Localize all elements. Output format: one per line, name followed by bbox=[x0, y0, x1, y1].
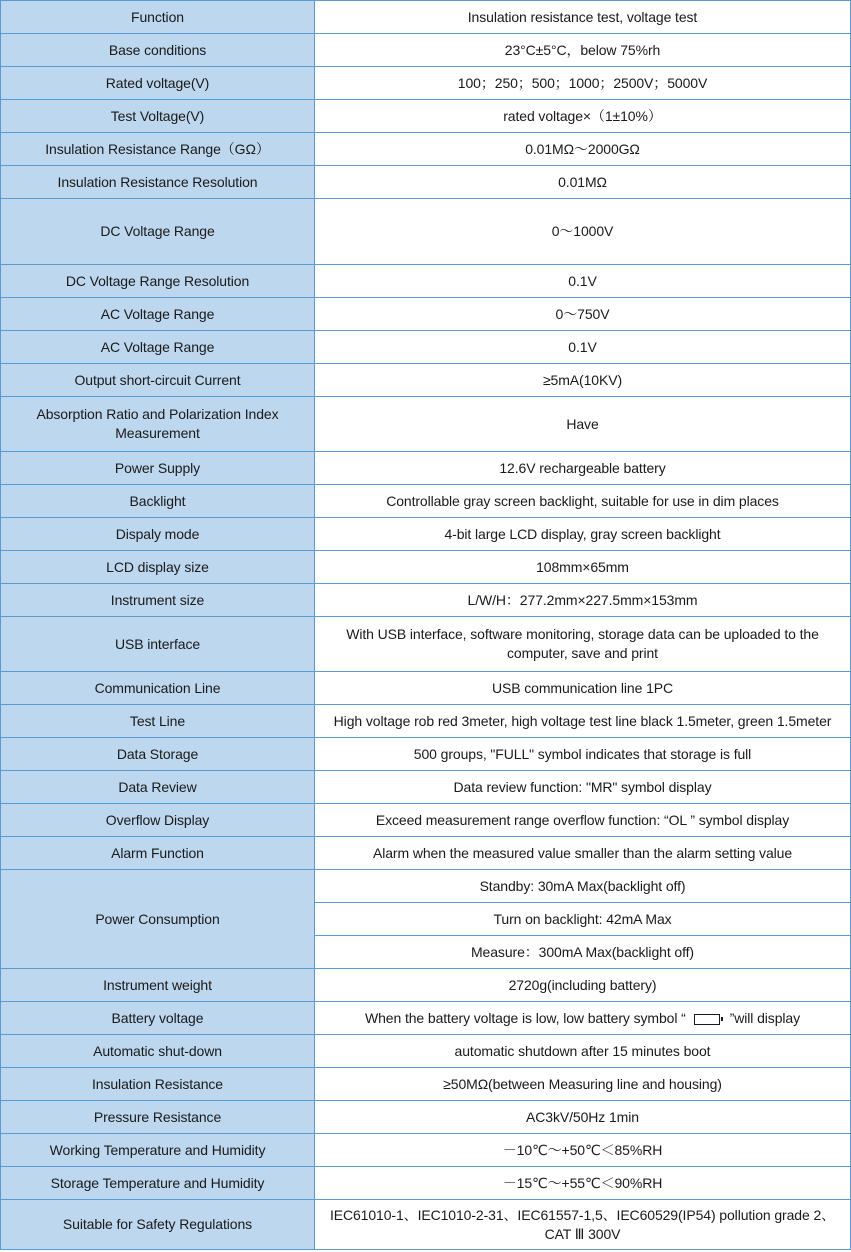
spec-value: Standby: 30mA Max(backlight off) bbox=[315, 870, 851, 903]
spec-value: 0.01MΩ bbox=[315, 166, 851, 199]
spec-label: Output short-circuit Current bbox=[1, 364, 315, 397]
spec-label: Automatic shut-down bbox=[1, 1035, 315, 1068]
spec-value: 500 groups, "FULL" symbol indicates that storage is full bbox=[315, 738, 851, 771]
spec-value: ≥5mA(10KV) bbox=[315, 364, 851, 397]
table-row bbox=[1, 837, 851, 870]
spec-label: Pressure Resistance bbox=[1, 1101, 315, 1134]
table-row bbox=[1, 1167, 851, 1200]
spec-label: Instrument weight bbox=[1, 969, 315, 1002]
spec-value: Measure：300mA Max(backlight off) bbox=[315, 936, 851, 969]
spec-label: Overflow Display bbox=[1, 804, 315, 837]
spec-value: automatic shutdown after 15 minutes boot bbox=[315, 1035, 851, 1068]
table-row bbox=[1, 1068, 851, 1101]
spec-label: DC Voltage Range Resolution bbox=[1, 265, 315, 298]
spec-value: 0.1V bbox=[315, 265, 851, 298]
spec-value: ≥50MΩ(between Measuring line and housing) bbox=[315, 1068, 851, 1101]
spec-label: Function bbox=[1, 1, 315, 34]
table-row bbox=[1, 485, 851, 518]
spec-value: With USB interface, software monitoring, storage data can be uploaded to the computer, save and print bbox=[315, 617, 851, 672]
spec-label: Working Temperature and Humidity bbox=[1, 1134, 315, 1167]
spec-label: AC Voltage Range bbox=[1, 331, 315, 364]
table-row bbox=[1, 584, 851, 617]
table-row bbox=[1, 672, 851, 705]
spec-value: 23°C±5°C，below 75%rh bbox=[315, 34, 851, 67]
spec-value: Have bbox=[315, 397, 851, 452]
spec-label: Suitable for Safety Regulations bbox=[1, 1200, 315, 1250]
spec-label: Instrument size bbox=[1, 584, 315, 617]
table-row bbox=[1, 34, 851, 67]
spec-value: Exceed measurement range overflow function: “OL ” symbol display bbox=[315, 804, 851, 837]
spec-value: －10℃～+50℃＜85%RH bbox=[315, 1134, 851, 1167]
table-row bbox=[1, 738, 851, 771]
table-row bbox=[1, 1035, 851, 1068]
table-row bbox=[1, 969, 851, 1002]
spec-value: AC3kV/50Hz 1min bbox=[315, 1101, 851, 1134]
spec-label: Insulation Resistance bbox=[1, 1068, 315, 1101]
spec-value: 0～750V bbox=[315, 298, 851, 331]
spec-label: Dispaly mode bbox=[1, 518, 315, 551]
spec-label: AC Voltage Range bbox=[1, 298, 315, 331]
spec-label: Backlight bbox=[1, 485, 315, 518]
spec-label: Power Consumption bbox=[1, 870, 315, 969]
spec-label: Communication Line bbox=[1, 672, 315, 705]
battery-icon bbox=[694, 1014, 720, 1025]
table-row bbox=[1, 1134, 851, 1167]
spec-label: DC Voltage Range bbox=[1, 199, 315, 265]
spec-label: Power Supply bbox=[1, 452, 315, 485]
spec-value: 0.01MΩ～2000GΩ bbox=[315, 133, 851, 166]
spec-label: Rated voltage(V) bbox=[1, 67, 315, 100]
spec-label: Insulation Resistance Resolution bbox=[1, 166, 315, 199]
spec-label: Absorption Ratio and Polarization Index Measurement bbox=[1, 397, 315, 452]
spec-label: Data Storage bbox=[1, 738, 315, 771]
spec-value-text: ”will display bbox=[729, 1009, 800, 1026]
spec-value: Turn on backlight: 42mA Max bbox=[315, 903, 851, 936]
table-row bbox=[1, 1002, 851, 1035]
table-row bbox=[1, 452, 851, 485]
table-row bbox=[1, 100, 851, 133]
table-row bbox=[1, 804, 851, 837]
spec-value: 100；250；500；1000；2500V；5000V bbox=[315, 67, 851, 100]
spec-value-text: When the battery voltage is low, low battery symbol “ bbox=[364, 1009, 686, 1026]
spec-label: Storage Temperature and Humidity bbox=[1, 1167, 315, 1200]
table-row bbox=[1, 705, 851, 738]
spec-value: Insulation resistance test, voltage test bbox=[315, 1, 851, 34]
spec-label: Battery voltage bbox=[1, 1002, 315, 1035]
table-row bbox=[1, 1101, 851, 1134]
spec-value: 0.1V bbox=[315, 331, 851, 364]
spec-label: Base conditions bbox=[1, 34, 315, 67]
spec-value: －15℃～+55℃＜90%RH bbox=[315, 1167, 851, 1200]
spec-value: 4-bit large LCD display, gray screen backlight bbox=[315, 518, 851, 551]
table-row bbox=[1, 551, 851, 584]
spec-value: High voltage rob red 3meter, high voltage test line black 1.5meter, green 1.5meter bbox=[315, 705, 851, 738]
spec-value: rated voltage×（1±10%） bbox=[315, 100, 851, 133]
table-row bbox=[1, 298, 851, 331]
spec-value: Data review function: "MR" symbol display bbox=[315, 771, 851, 804]
table-row bbox=[1, 518, 851, 551]
table-row bbox=[1, 265, 851, 298]
spec-label: USB interface bbox=[1, 617, 315, 672]
table-row bbox=[1, 870, 851, 903]
spec-value: IEC61010-1、IEC1010-2-31、IEC61557-1,5、IEC60529(IP54) pollution grade 2、CAT Ⅲ 300V bbox=[315, 1200, 851, 1250]
table-row bbox=[1, 397, 851, 452]
table-row bbox=[1, 1200, 851, 1250]
spec-label: Test Voltage(V) bbox=[1, 100, 315, 133]
spec-label: Data Review bbox=[1, 771, 315, 804]
table-row bbox=[1, 617, 851, 672]
spec-label: Test Line bbox=[1, 705, 315, 738]
table-row bbox=[1, 199, 851, 265]
table-row bbox=[1, 67, 851, 100]
spec-value: 0～1000V bbox=[315, 199, 851, 265]
table-row bbox=[1, 1, 851, 34]
spec-label: Insulation Resistance Range（GΩ） bbox=[1, 133, 315, 166]
spec-value: 2720g(including battery) bbox=[315, 969, 851, 1002]
spec-value: 108mm×65mm bbox=[315, 551, 851, 584]
spec-value: Alarm when the measured value smaller than the alarm setting value bbox=[315, 837, 851, 870]
table-row bbox=[1, 166, 851, 199]
spec-value: USB communication line 1PC bbox=[315, 672, 851, 705]
table-row bbox=[1, 771, 851, 804]
spec-value: 12.6V rechargeable battery bbox=[315, 452, 851, 485]
table-row bbox=[1, 364, 851, 397]
spec-value bbox=[315, 1002, 851, 1035]
spec-label: LCD display size bbox=[1, 551, 315, 584]
spec-value: Controllable gray screen backlight, suitable for use in dim places bbox=[315, 485, 851, 518]
table-row bbox=[1, 331, 851, 364]
spec-value: L/W/H：277.2mm×227.5mm×153mm bbox=[315, 584, 851, 617]
table-row bbox=[1, 133, 851, 166]
spec-label: Alarm Function bbox=[1, 837, 315, 870]
